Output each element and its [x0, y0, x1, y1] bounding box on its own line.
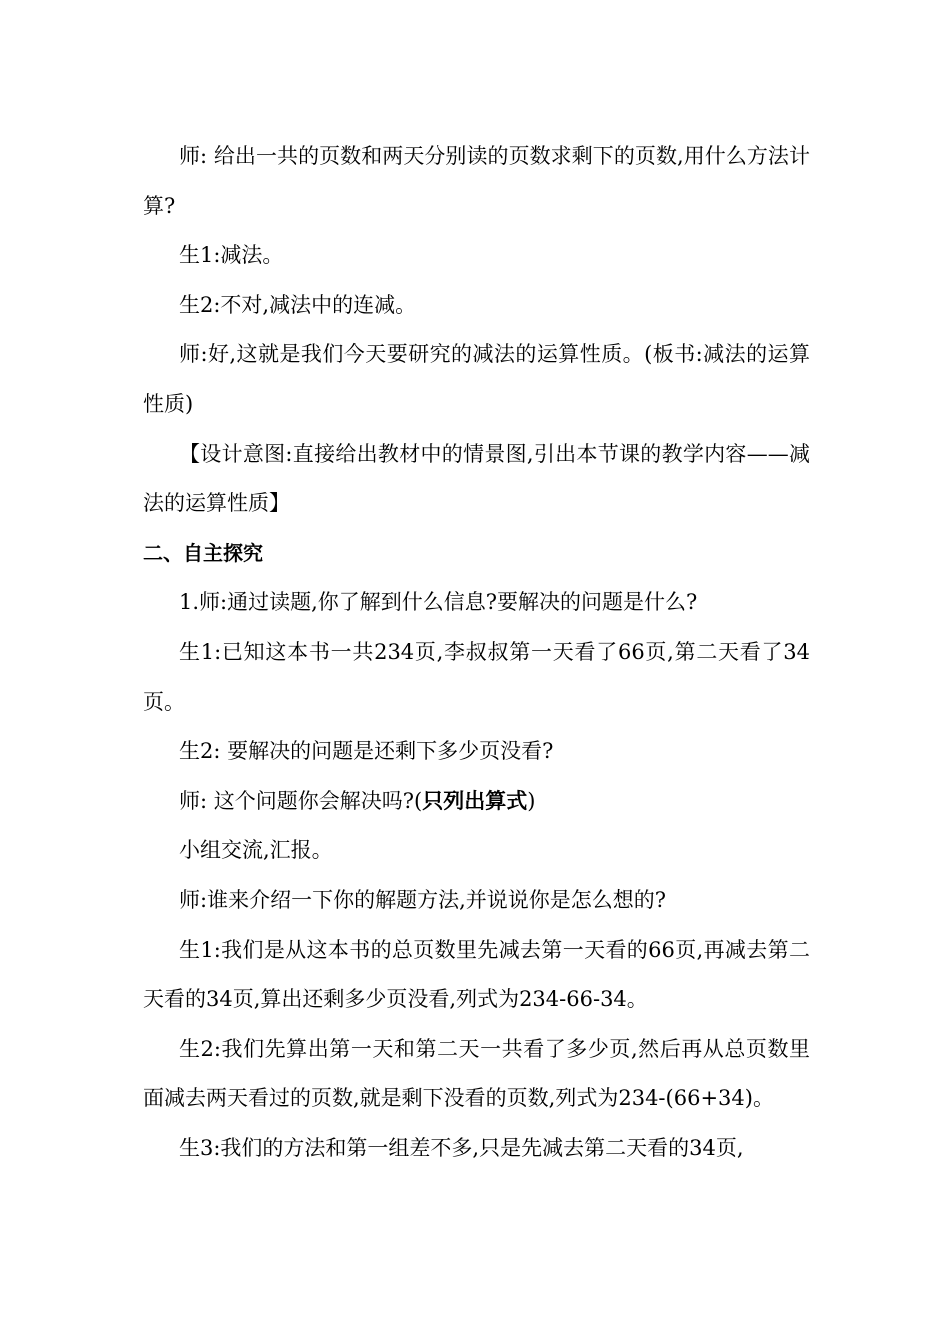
paragraph-student1-method: 生1:我们是从这本书的总页数里先减去第一天看的66页,再减去第二天看的34页,算出还剩多少页没看,列式为234-66-34。 [143, 937, 810, 1012]
document-body [143, 132, 810, 1173]
teacher-solve-bold: 只列出算式 [422, 788, 528, 813]
teacher-solve-close: ) [527, 788, 536, 813]
paragraph-teacher-topic: 师:好,这就是我们今天要研究的减法的运算性质。(板书:减法的运算性质) [143, 342, 810, 416]
paragraph-student2-problem: 生2: 要解决的问题是还剩下多少页没看? [179, 739, 554, 764]
paragraph-teacher-solve [143, 777, 810, 827]
section-heading: 二、自主探究 [143, 540, 263, 565]
paragraph-student2-answer: 生2:不对,减法中的连减。 [179, 292, 417, 317]
paragraph-teacher-question: 师: 给出一共的页数和两天分别读的页数求剩下的页数,用什么方法计算? [143, 144, 810, 218]
teacher-solve-text: 师: 这个问题你会解决吗?( [179, 788, 423, 813]
paragraph-teacher-method: 师:谁来介绍一下你的解题方法,并说说你是怎么想的? [179, 887, 667, 912]
paragraph-student1-answer: 生1:减法。 [179, 243, 284, 268]
paragraph-student3-method: 生3:我们的方法和第一组差不多,只是先减去第二天看的34页, [179, 1135, 744, 1160]
paragraph-group-discussion: 小组交流,汇报。 [179, 838, 333, 863]
paragraph-teacher-reading: 1.师:通过读题,你了解到什么信息?要解决的问题是什么? [179, 590, 698, 615]
paragraph-student2-method: 生2:我们先算出第一天和第二天一共看了多少页,然后再从总页数里面减去两天看过的页数,就是剩下没看的页数,列式为234-(66+34)。 [143, 1036, 810, 1111]
paragraph-design-intent: 【设计意图:直接给出教材中的情景图,引出本节课的教学内容——减法的运算性质】 [143, 441, 810, 516]
paragraph-student1-info: 生1:已知这本书一共234页,李叔叔第一天看了66页,第二天看了34页。 [143, 639, 810, 714]
